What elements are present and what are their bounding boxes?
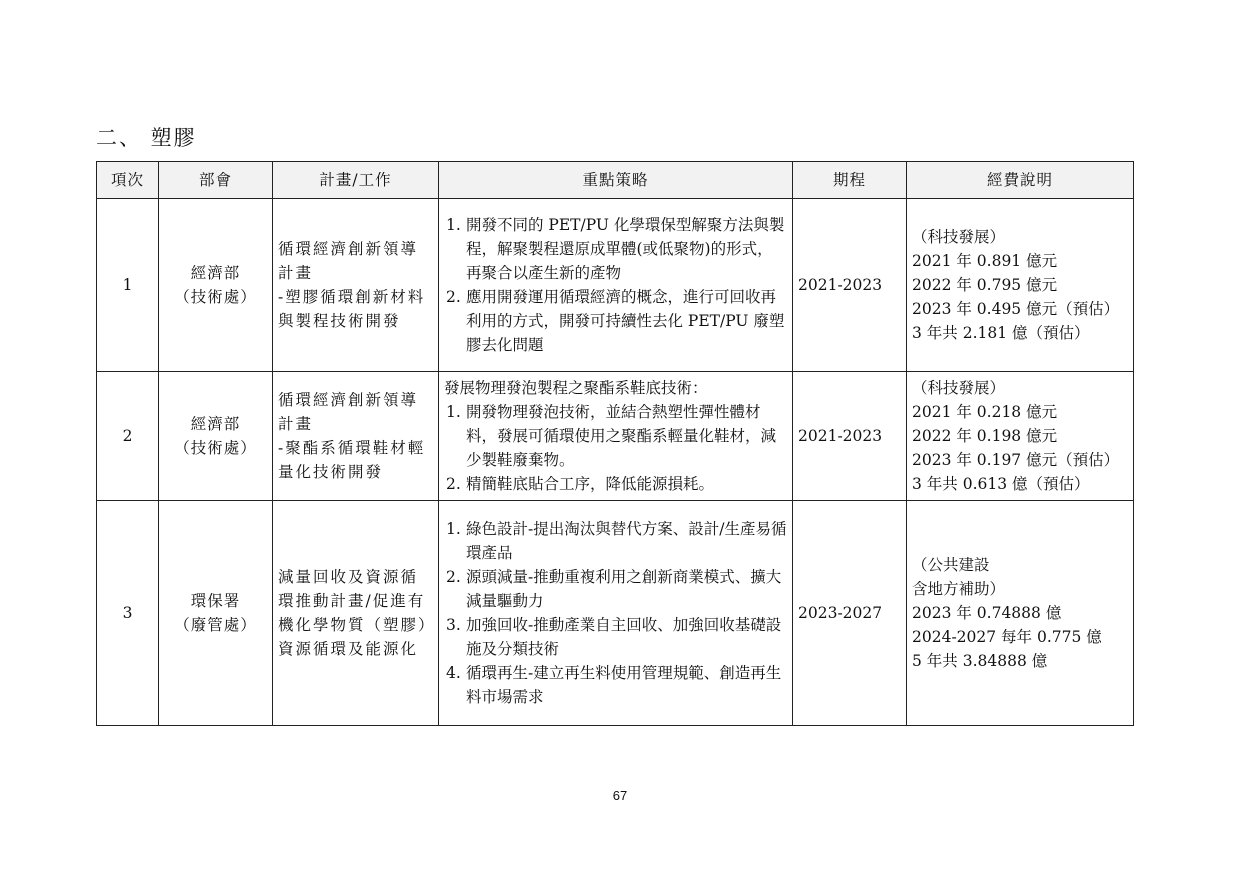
strategy-cell — [439, 199, 793, 372]
funding-cell — [907, 372, 1134, 501]
period-cell: 2023-2027 — [793, 501, 907, 726]
funding-category: 含地方補助） — [912, 580, 1006, 598]
funding-category: （科技發展） — [912, 379, 1006, 397]
header-item-no: 項次 — [97, 162, 159, 199]
ministry-name: 環保署 — [190, 592, 241, 610]
strategy-number: 2. — [446, 288, 461, 306]
ministry-division: （技術處） — [174, 439, 257, 457]
strategy-cell — [439, 372, 793, 501]
strategy-text: 應用開發運用循環經濟的概念，進行可回收再利用的方式，開發可持續性去化 PET/PU 廢塑膠去化問題 — [466, 288, 785, 354]
plan-line: 計畫 — [278, 415, 314, 433]
ministry-name: 經濟部 — [190, 415, 241, 433]
funding-line: 2024-2027 每年 0.775 億 — [912, 628, 1102, 646]
funding-line: 2022 年 0.795 億元 — [912, 276, 1058, 294]
funding-total: 3 年共 2.181 億（預估） — [912, 324, 1090, 342]
funding-line: 2023 年 0.74888 億 — [912, 604, 1062, 622]
header-plan: 計畫/工作 — [273, 162, 439, 199]
strategy-text: 綠色設計-提出淘汰與替代方案、設計/生產易循環產品 — [466, 520, 787, 562]
plan-cell — [273, 372, 439, 501]
funding-cell — [907, 199, 1134, 372]
strategy-text: 開發物理發泡技術，並結合熱塑性彈性體材料，發展可循環使用之聚酯系輕量化鞋材，減少製鞋廢棄物。 — [466, 403, 777, 469]
funding-line: 2022 年 0.198 億元 — [912, 427, 1058, 445]
strategy-item — [444, 661, 787, 709]
header-period: 期程 — [793, 162, 907, 199]
strategy-item — [444, 472, 787, 496]
plan-line: -塑膠循環創新材料 — [278, 288, 426, 306]
strategy-text: 開發不同的 PET/PU 化學環保型解聚方法與製程，解聚製程還原成單體(或低聚物)的形式，再聚合以產生新的產物 — [466, 216, 785, 282]
plan-line: 環推動計畫/促進有 — [278, 592, 426, 610]
item-no-cell: 3 — [97, 501, 159, 726]
ministry-cell — [159, 501, 273, 726]
strategy-item — [444, 565, 787, 613]
strategy-item — [444, 285, 787, 357]
funding-line: 2023 年 0.495 億元（預估） — [912, 300, 1120, 318]
funding-line: 2021 年 0.891 億元 — [912, 252, 1058, 270]
strategy-number: 2. — [446, 475, 461, 493]
funding-category: （科技發展） — [912, 228, 1006, 246]
table-row — [97, 372, 1134, 501]
plan-line: -聚酯系循環鞋材輕 — [278, 439, 426, 457]
ministry-division: （技術處） — [174, 288, 257, 306]
plastics-plan-table — [96, 161, 1134, 726]
page-number: 67 — [612, 788, 628, 803]
funding-line: 2021 年 0.218 億元 — [912, 403, 1058, 421]
plan-cell — [273, 501, 439, 726]
strategy-list — [444, 517, 787, 709]
strategy-text: 加強回收-推動產業自主回收、加強回收基礎設施及分類技術 — [466, 616, 782, 658]
period-cell: 2021-2023 — [793, 372, 907, 501]
plan-line: 量化技術開發 — [278, 463, 384, 481]
section-heading: 二、 塑膠 — [96, 126, 197, 150]
plan-line: 與製程技術開發 — [278, 312, 401, 330]
strategy-number: 2. — [446, 568, 461, 586]
strategy-number: 1. — [446, 520, 461, 538]
plan-line: 循環經濟創新領導 — [278, 391, 419, 409]
strategy-number: 1. — [446, 216, 461, 234]
plan-line: 資源循環及能源化 — [278, 640, 419, 658]
strategy-item — [444, 400, 787, 472]
table-header-row — [97, 162, 1134, 199]
funding-cell — [907, 501, 1134, 726]
plan-line: 機化學物質（塑膠） — [278, 616, 436, 634]
strategy-item — [444, 613, 787, 661]
strategy-text: 源頭減量-推動重複利用之創新商業模式、擴大減量驅動力 — [466, 568, 782, 610]
strategy-intro: 發展物理發泡製程之聚酯系鞋底技術： — [444, 379, 708, 397]
table-row — [97, 501, 1134, 726]
table-row — [97, 199, 1134, 372]
funding-total: 5 年共 3.84888 億 — [912, 652, 1048, 670]
plan-line: 減量回收及資源循 — [278, 568, 419, 586]
header-funding: 經費說明 — [907, 162, 1134, 199]
funding-total: 3 年共 0.613 億（預估） — [912, 475, 1090, 493]
funding-line: 2023 年 0.197 億元（預估） — [912, 451, 1120, 469]
item-no-cell: 2 — [97, 372, 159, 501]
header-ministry: 部會 — [159, 162, 273, 199]
strategy-text: 循環再生-建立再生料使用管理規範、創造再生料市場需求 — [466, 664, 782, 706]
ministry-cell — [159, 372, 273, 501]
strategy-number: 4. — [446, 664, 461, 682]
strategy-list — [444, 213, 787, 357]
plan-cell — [273, 199, 439, 372]
plan-line: 循環經濟創新領導 — [278, 240, 419, 258]
plan-line: 計畫 — [278, 264, 314, 282]
strategy-item — [444, 213, 787, 285]
strategy-cell — [439, 501, 793, 726]
strategy-number: 1. — [446, 403, 461, 421]
ministry-name: 經濟部 — [190, 264, 241, 282]
header-strategy: 重點策略 — [439, 162, 793, 199]
strategy-number: 3. — [446, 616, 461, 634]
strategy-item — [444, 517, 787, 565]
period-cell: 2021-2023 — [793, 199, 907, 372]
item-no-cell: 1 — [97, 199, 159, 372]
strategy-text: 精簡鞋底貼合工序，降低能源損耗。 — [466, 475, 715, 493]
funding-category: （公共建設 — [912, 556, 990, 574]
strategy-list — [444, 400, 787, 496]
ministry-cell — [159, 199, 273, 372]
ministry-division: （廢管處） — [174, 616, 257, 634]
